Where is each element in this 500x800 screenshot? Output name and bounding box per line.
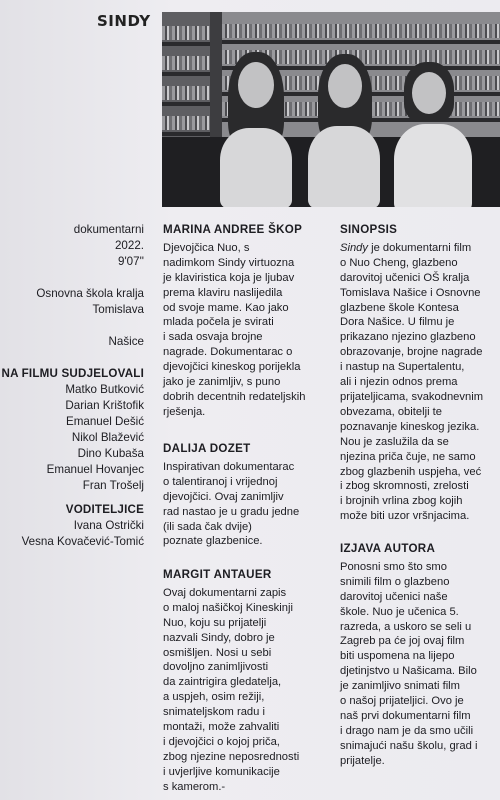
participant: Dino Kubaša <box>77 447 144 460</box>
genre: dokumentarni <box>73 223 144 236</box>
statement-section <box>340 542 500 769</box>
participant: Emanuel Hovanjec <box>46 463 144 476</box>
synopsis-heading: SINOPSIS <box>340 223 398 236</box>
participant: Darian Krištofik <box>65 399 144 412</box>
review-marina <box>163 223 323 420</box>
review-heading: MARINA ANDREE ŠKOP <box>163 223 303 236</box>
statement-text: Ponosni smo što smo snimili film o glazbeno darovitoj učenici naše škole. Nuo je učenica 5. razreda, a uskoro se seli u Zagreb pa će joj ovaj film biti uspomena na lijepo djetinjstvo u Našicama. Bilo je zanimljivo snimati film o našoj prijateljici. Ovo je naš prvi dokumentarni film i drago nam je da smo učili snimajući našu školu, grad i prijatelje. <box>340 560 478 767</box>
place: Našice <box>108 335 144 348</box>
review-dalija <box>163 442 323 549</box>
film-title-italic: Sindy <box>340 241 368 254</box>
participant: Matko Butković <box>65 383 144 396</box>
statement-heading: IZJAVA AUTORA <box>340 542 436 555</box>
film-still-photo <box>162 12 500 207</box>
review-text: Ovaj dokumentarni zapis o maloj našičkoj Kineskinji Nuo, koju su prijatelji nazvali Sindy, dobro je osmišljen. Nosi u sebi dovoljno zanimljivosti da zaintrigira gledatelja, a uspjeh, osim režiji, snimateljskom radu i montaži, može zahvaliti i djevojčici o kojoj priča, zbog njezine neposrednosti i uvjerljive komunikacije s kamerom.- <box>163 586 300 793</box>
host: Vesna Kovačević-Tomić <box>21 535 144 548</box>
duration: 9'07'' <box>118 255 144 268</box>
hosts-section <box>0 502 144 550</box>
participants-heading: NA FILMU SUDJELOVALI <box>1 367 144 380</box>
year: 2022. <box>114 239 144 252</box>
participant: Emanuel Dešić <box>66 415 144 428</box>
review-text: Inspirativan dokumentarac o talentiranoj i vrijednoj djevojčici. Ovaj zanimljiv rad nastao je u gradu jedne (ili sada čak dvije) poznate glazbenice. <box>163 460 300 548</box>
review-heading: MARGIT ANTAUER <box>163 568 272 581</box>
participants-section <box>0 366 144 494</box>
review-text: Djevojčica Nuo, s nadimkom Sindy virtuozna je klaviristica koja je ljubav prema klaviru naslijedila od svoje mame. Kao jako mlada počela je svirati i sada osvaja brojne nagrade. Dokumentarac o djevojčici kineskog porijekla jako je zanimljiv, s puno dobrih decentnih redateljskih rješenja. <box>163 241 306 418</box>
hosts-heading: VODITELJICE <box>65 503 144 516</box>
review-heading: DALIJA DOZET <box>163 442 251 455</box>
participant: Fran Trošelj <box>82 479 144 492</box>
page-title: SINDY <box>97 12 151 30</box>
participant: Nikol Blažević <box>71 431 144 444</box>
review-margit <box>163 568 323 795</box>
host: Ivana Ostrički <box>73 519 144 532</box>
film-info <box>0 222 144 270</box>
synopsis-text: Sindy je dokumentarni film o Nuo Cheng, glazbeno darovitoj učenici OŠ kralja Tomislava Našice i Osnovne glazbene škole Kontesa Dora Našice. U filmu je prikazano njezino glazbeno obrazovanje, brojne nagrade i nastup na Supertalentu, ali i njezin odnos prema prijateljicama, svakodnevnim obvezama, obitelji te poznavanje kineskog jezika. Nou je zaslužila da se njezina priča čuje, ne samo zbog glazbenih uspjeha, već i zbog skromnosti, zrelosti i brojnih vrlina zbog kojih može biti uzor vršnjacima. <box>340 241 484 523</box>
synopsis-section <box>340 223 500 524</box>
producer: Osnovna škola kralja Tomislava <box>36 287 144 316</box>
